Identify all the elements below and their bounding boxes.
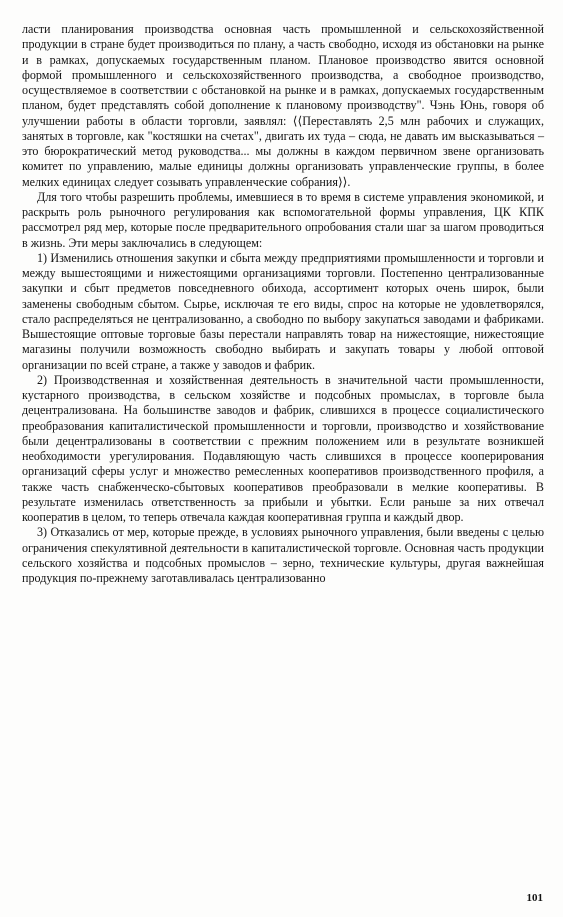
paragraph-intro-measures: Для того чтобы разрешить проблемы, имевшиеся в то время в системе управления экономикой, и раскрыть роль рыночного регулирования как вспомогательной формы управления, ЦК КПК рассмотрел ряд мер, которые после предварительного опробования стали шаг за шагом проводиться в жизнь. Эти меры заключались в следующем: xyxy=(22,189,544,250)
page-number: 101 xyxy=(526,892,543,904)
paragraph-measure-3: 3) Отказались от мер, которые прежде, в условиях рыночного управления, были введены с целью ограничения спекулятивной деятельности в капиталистической торговле. Основная часть продукции сельского хозяйства и подсобных промыслов – зерно, технические культуры, другая важнейшая продукция по-прежнему заготавливалась централизованно xyxy=(22,525,544,585)
paragraph-continuation: ласти планирования производства основная часть промышленной и сельскохозяйственной продукции в стране будет производиться по плану, а часть свободно, исходя из обстановки на рынке и в рамках, допускаемых государственным планом. Плановое производство явится основной формой промышленного и сельскохозяйственного производства, а свободное производство, осуществляемое в соответствии с обстановкой на рынке и в рамках, допускаемых государственным планом, будет представлять собой дополнение к плановому производству". Чэнь Юнь, говоря об улучшении работы в области торговли, заявлял: ⟨⟨Переставлять 2,5 млн рабочих и служащих, занятых в торговле, как "костяшки на счетах", двигать их туда – сюда, не давать им высказываться – это бюрократический метод руководства... мы должны в каждом первичном звене организовать комитет по управлению, малые единицы должны организовать управленческие группы, в более мелких единицах следует созывать управленческие собрания⟩⟩. xyxy=(22,22,544,189)
paragraph-measure-1: 1) Изменились отношения закупки и сбыта между предприятиями промышленности и торговли и между вышестоящими и нижестоящими организациями торговли. Постепенно централизованные закупки и сбыт предметов повседневного обихода, ассортимент которых очень широк, были заменены свободным сбытом. Сырье, исключая те его виды, спрос на которые не удовлетворялся, стало распределяться не централизованно, а свободно по выбору закупаться заводами и фабриками. Вышестоящие оптовые торговые базы перестали направлять товар на нижестоящие, нижестоящие магазины получили возможность свободно выбирать и закупать товары у любой оптовой организации по всей стране, а также у заводов и фабрик. xyxy=(22,250,544,372)
page-text xyxy=(22,22,544,586)
paragraph-measure-2: 2) Производственная и хозяйственная деятельность в значительной части промышленности, кустарного производства, в сельском хозяйстве и подсобных промыслах, в торговле была децентрализована. На большинстве заводов и фабрик, слившихся в процессе социалистического преобразования капиталистической промышленности и торговли, производство и хозяйствование были децентрализованы в соответствии с прежним положением или в результате возникшей необходимости урегулирования. Подавляющую часть слившихся в процессе кооперирования организаций сферы услуг и множество ремесленных кооперативов производственного профиля, а также часть снабженческо-сбытовых кооперативов преобразовали в мелкие кооперативы. В результате изменилась ответственность за прибыли и убытки. Если раньше за них отвечал кооператив в целом, то теперь отвечала каждая кооперативная группа и каждый двор. xyxy=(22,372,544,524)
